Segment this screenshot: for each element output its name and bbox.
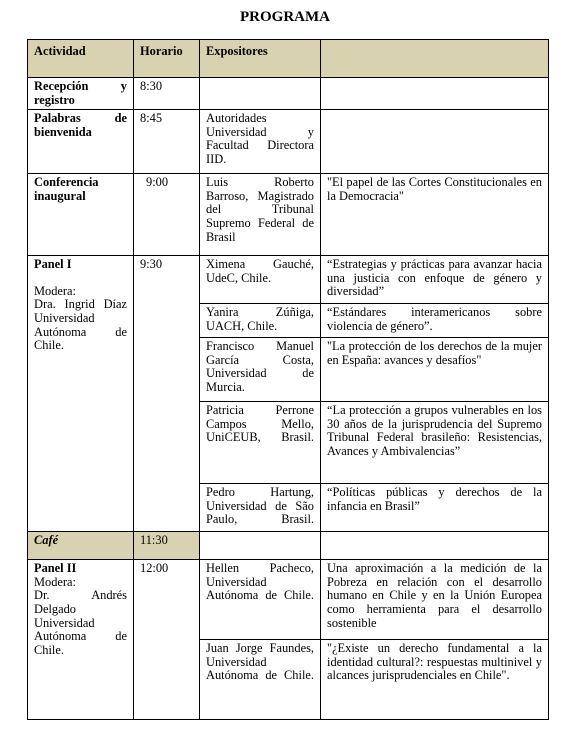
activity-cell: Café xyxy=(28,532,134,560)
table-row xyxy=(28,256,549,304)
topic-cell: "¿Existe un derecho fundamental a la identidad cultural?: respuestas multinivel y alcances jurisprudenciales en Chile". xyxy=(321,640,549,720)
speaker-cell: Yanira Zúñiga, UACH, Chile. xyxy=(200,304,321,338)
header-activity: Actividad xyxy=(28,40,134,78)
table-header-row xyxy=(28,40,549,78)
time-cell: 11:30 xyxy=(134,532,200,560)
topic-cell xyxy=(321,532,549,560)
topic-cell: “Estándares interamericanos sobre violencia de género”. xyxy=(321,304,549,338)
panel-2-activity-cell xyxy=(28,560,134,720)
table-row xyxy=(28,532,549,560)
table-row xyxy=(28,174,549,256)
topic-cell: “La protección a grupos vulnerables en los 30 años de la jurisprudencia del Supremo Tribunal Federal brasileño: Resistencias, Avances y Ambivalencias” xyxy=(321,402,549,484)
page-title: PROGRAMA xyxy=(240,9,330,25)
speaker-cell: Francisco Manuel García Costa, Universidad de Murcia. xyxy=(200,338,321,402)
time-cell: 9:00 xyxy=(134,174,200,256)
panel-2-moderator-label: Modera: xyxy=(34,574,76,589)
topic-cell: Una aproximación a la medición de la Pobreza en relación con el desarrollo humano en Chile y en la Unión Europea como herramienta para el desarrollo sostenible xyxy=(321,560,549,640)
speaker-cell xyxy=(200,532,321,560)
panel-2-title: Panel II xyxy=(34,561,77,576)
panel-1-moderator-label: Modera: xyxy=(34,283,76,298)
activity-cell: Conferencia inaugural xyxy=(28,174,134,256)
panel-1-moderator: Dra. Ingrid Díaz Universidad Autónoma de Chile. xyxy=(34,297,127,353)
topic-cell: "La protección de los derechos de la mujer en España: avances y desafíos" xyxy=(321,338,549,402)
header-topic xyxy=(321,40,549,78)
time-cell: 8:45 xyxy=(134,110,200,174)
header-time: Horario xyxy=(134,40,200,78)
topic-cell: "El papel de las Cortes Constitucionales en la Democracia" xyxy=(321,174,549,256)
topic-cell: “Estrategias y prácticas para avanzar hacia una justicia con enfoque de género y diversidad” xyxy=(321,256,549,304)
table-row xyxy=(28,560,549,640)
activity-cell: Palabras de bienvenida xyxy=(28,110,134,174)
activity-cell: Recepción y registro xyxy=(28,78,134,110)
speaker-cell: Pedro Hartung, Universidad de São Paulo, Brasil. xyxy=(200,484,321,532)
topic-cell xyxy=(321,110,549,174)
topic-cell: “Políticas públicas y derechos de la infancia en Brasil” xyxy=(321,484,549,532)
speaker-cell: Autoridades Universidad y Facultad Directora IID. xyxy=(200,110,321,174)
time-cell: 8:30 xyxy=(134,78,200,110)
speaker-cell xyxy=(200,78,321,110)
panel-2-moderator: Dr. Andrés Delgado Universidad Autónoma de Chile. xyxy=(34,588,127,657)
speaker-cell: Ximena Gauché, UdeC, Chile. xyxy=(200,256,321,304)
header-speakers: Expositores xyxy=(200,40,321,78)
speaker-cell: Luis Roberto Barroso, Magistrado del Tribunal Supremo Federal de Brasil xyxy=(200,174,321,256)
speaker-cell: Hellen Pacheco, Universidad Autónoma de Chile. xyxy=(200,560,321,640)
topic-cell xyxy=(321,78,549,110)
panel-1-title: Panel I xyxy=(34,257,72,272)
panel-1-activity-cell xyxy=(28,256,134,532)
speaker-cell: Juan Jorge Faundes, Universidad Autónoma de Chile. xyxy=(200,640,321,720)
program-table xyxy=(27,39,549,720)
speaker-cell: Patricia Perrone Campos Mello, UniCEUB, Brasil. xyxy=(200,402,321,484)
time-cell: 12:00 xyxy=(134,560,200,720)
table-row xyxy=(28,78,549,110)
table-row xyxy=(28,110,549,174)
time-cell: 9:30 xyxy=(134,256,200,532)
